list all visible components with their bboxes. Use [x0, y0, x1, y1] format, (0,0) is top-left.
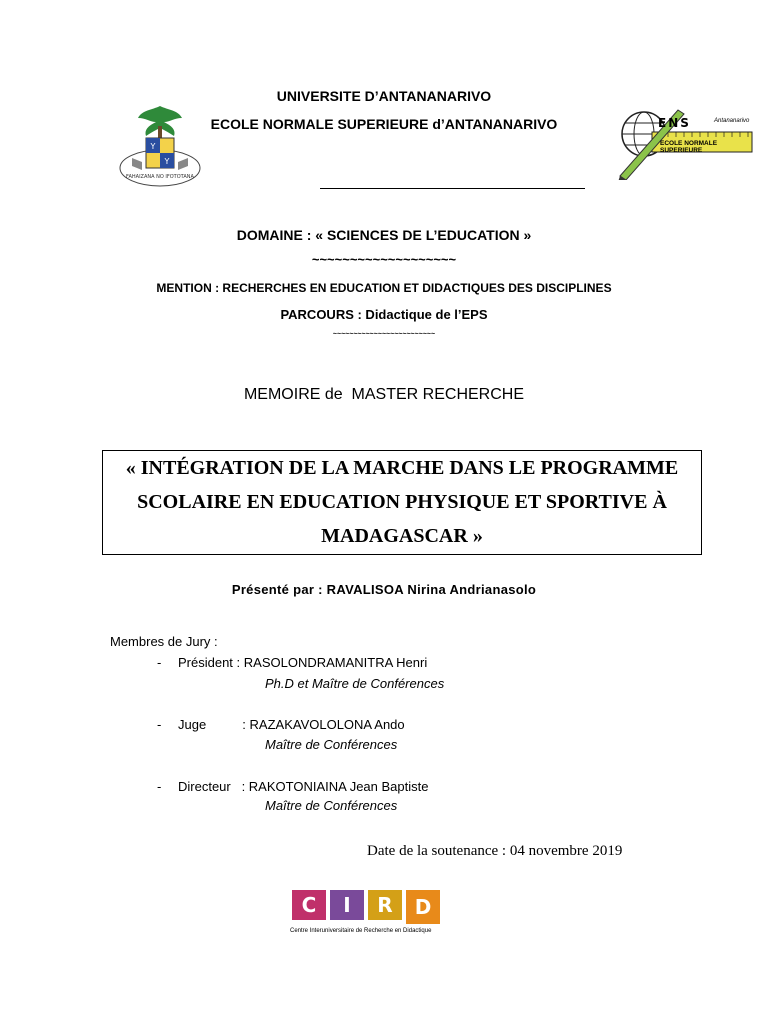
parcours-label: PARCOURS : Didactique de l’EPS [280, 307, 488, 322]
jury-title-directeur: Maître de Conférences [265, 798, 398, 813]
memoire-type: MEMOIRE de MASTER RECHERCHE [243, 386, 525, 403]
jury-heading: Membres de Jury : [110, 634, 218, 649]
jury-dash-2: - [157, 717, 162, 732]
domain-label: DOMAINE : « SCIENCES DE L’EDUCATION » [236, 227, 532, 243]
header-separator [320, 188, 585, 189]
university-name: UNIVERSITE D’ANTANANARIVO [276, 88, 492, 104]
cird-letter-c: C [292, 890, 326, 920]
university-logo [112, 96, 208, 192]
ens-city: Antananarivo [714, 118, 750, 124]
cird-letter-r: R [368, 890, 402, 920]
defense-date: Date de la soutenance : 04 novembre 2019 [367, 843, 623, 859]
jury-member-president: Président : RASOLONDRAMANITRA Henri [178, 655, 428, 670]
jury-title-president: Ph.D et Maître de Conférences [265, 676, 445, 691]
university-motto: FAHAIZANA NO IFOTOTANA [126, 174, 194, 180]
jury-dash-3: - [157, 779, 162, 794]
tilde-separator: ~~~~~~~~~~~~~~~~~~~ [311, 252, 457, 267]
thesis-title-box [102, 450, 702, 555]
cird-caption: Centre Interuniversitaire de Recherche en Didactique [290, 928, 432, 934]
thesis-title-line-3: MADAGASCAR » [321, 525, 483, 547]
jury-title-juge: Maître de Conférences [265, 737, 398, 752]
cird-letters [292, 890, 440, 924]
school-name: ECOLE NORMALE SUPERIEURE d’ANTANANARIVO [210, 116, 558, 132]
thesis-title-line-1: « INTÉGRATION DE LA MARCHE DANS LE PROGRAMME [125, 457, 679, 479]
cird-logo [290, 888, 460, 940]
presented-by: Présenté par : RAVALISOA Nirina Andrianasolo [231, 582, 537, 597]
cird-letter-i: I [330, 890, 364, 920]
mention-label: MENTION : RECHERCHES EN EDUCATION ET DIDACTIQUES DES DISCIPLINES [156, 281, 612, 295]
ens-text: ENS [658, 116, 691, 130]
cird-letter-d: D [406, 890, 440, 924]
tilde-separator-small: ~~~~~~~~~~~~~~~~~~~~~~~~~ [332, 331, 436, 338]
svg-text:Y: Y [164, 157, 170, 166]
jury-member-juge: Juge : RAZAKAVOLOLONA Ando [178, 717, 405, 732]
ens-banner: ECOLE NORMALE SUPERIEURE [660, 140, 718, 154]
thesis-title-line-2: SCOLAIRE EN EDUCATION PHYSIQUE ET SPORTIVE À [137, 491, 667, 513]
jury-dash-1: - [157, 655, 162, 670]
jury-member-directeur: Directeur : RAKOTONIAINA Jean Baptiste [178, 779, 429, 794]
svg-text:Y: Y [150, 142, 156, 151]
